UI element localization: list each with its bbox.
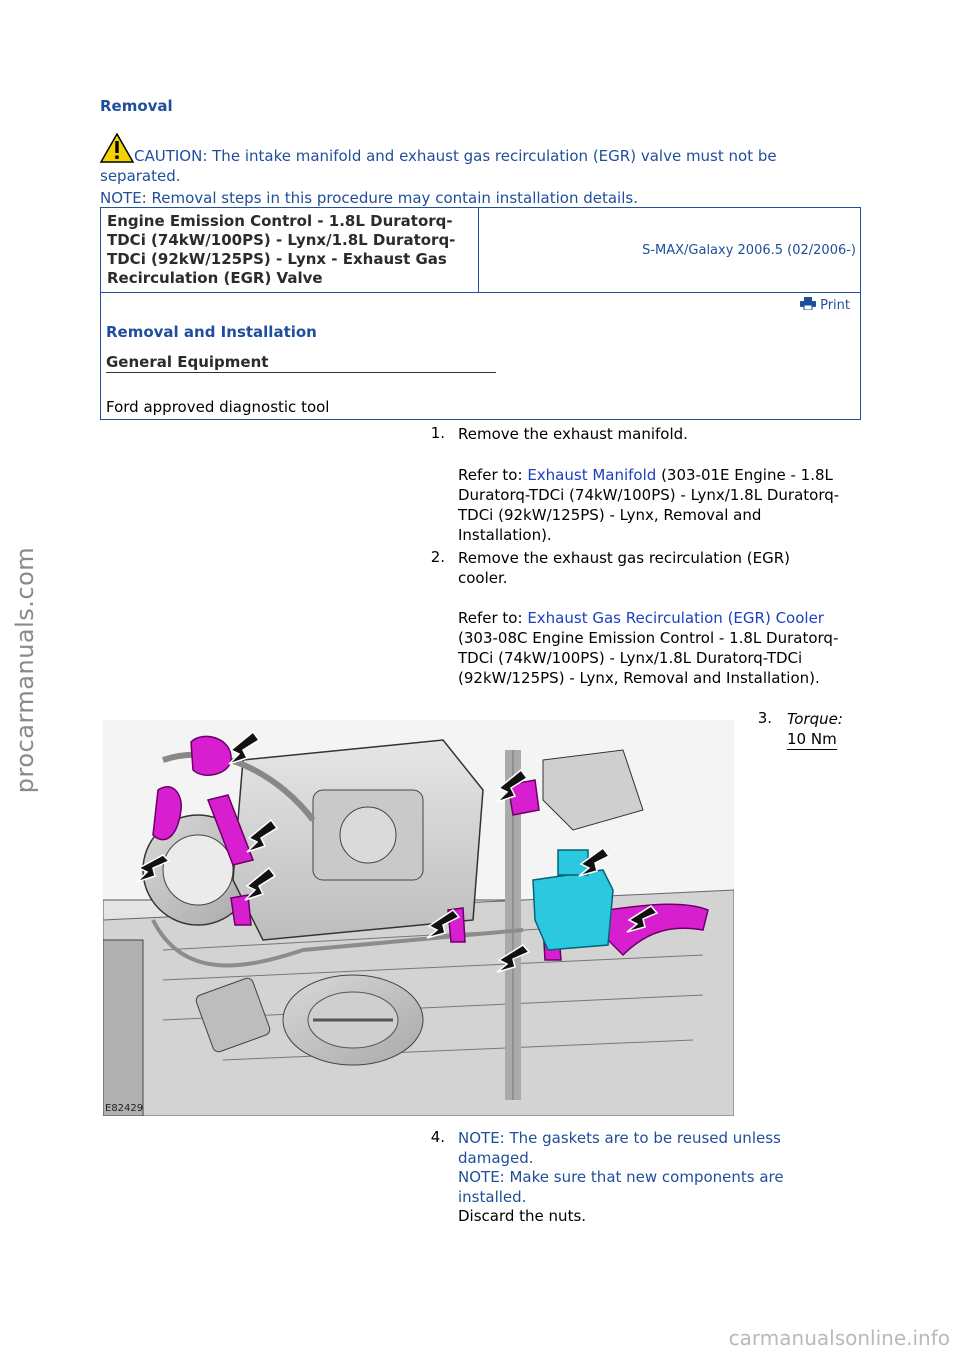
step-4-number: 4. <box>430 1128 445 1146</box>
removal-heading: Removal <box>100 97 173 115</box>
vehicle-model: S-MAX/Galaxy 2006.5 (02/2006-) <box>479 208 861 293</box>
torque-label: Torque: <box>787 710 843 728</box>
egr-cooler-link[interactable]: Exhaust Gas Recirculation (EGR) Cooler <box>527 609 824 627</box>
figure-label: E82429 <box>105 1103 144 1114</box>
print-link[interactable] <box>800 297 850 313</box>
refer-prefix: Refer to: <box>458 609 528 627</box>
step-1-number: 1. <box>430 424 445 442</box>
torque-value: 10 Nm <box>787 730 837 748</box>
side-watermark-text: procarmanuals.com <box>11 546 39 794</box>
side-watermark <box>5 546 45 794</box>
equipment-heading: General Equipment <box>106 353 496 373</box>
print-label: Print <box>820 298 850 313</box>
procedure-header-table <box>100 207 861 420</box>
step-2-text: Remove the exhaust gas recirculation (EGR) cooler. <box>458 549 790 587</box>
egr-valve-illustration <box>103 720 734 1116</box>
refer-prefix: Refer to: <box>458 466 528 484</box>
engine-drawing <box>103 720 734 1116</box>
exhaust-manifold-link[interactable]: Exhaust Manifold <box>527 466 657 484</box>
step-1-text: Remove the exhaust manifold. <box>458 425 688 443</box>
printer-icon <box>800 297 816 310</box>
step-2-reference <box>458 608 858 688</box>
removal-note: NOTE: Removal steps in this procedure may contain installation details. <box>100 189 638 207</box>
procedure-info-cell <box>101 293 861 420</box>
step-1-reference <box>458 465 858 545</box>
section-title: Removal and Installation <box>106 323 317 341</box>
procedure-title: Engine Emission Control - 1.8L Duratorq-TDCi (74kW/100PS) - Lynx/1.8L Duratorq-TDCi (92kW/125PS) - Lynx - Exhaust Gas Recirculation (EGR) Valve <box>101 208 479 293</box>
refer-suffix: (303-08C Engine Emission Control - 1.8L Duratorq-TDCi (74kW/100PS) - Lynx/1.8L Duratorq-TDCi (92kW/125PS) - Lynx, Removal and Installation). <box>458 629 839 687</box>
caution-text: CAUTION: The intake manifold and exhaust gas recirculation (EGR) valve must not be separated. <box>100 147 777 185</box>
step-4-note-2: NOTE: Make sure that new components are installed. <box>458 1168 784 1206</box>
step-2-number: 2. <box>430 548 445 566</box>
equipment-item: Ford approved diagnostic tool <box>106 398 330 416</box>
step-4-note-1: NOTE: The gaskets are to be reused unless damaged. <box>458 1129 781 1167</box>
warning-triangle-icon <box>100 133 134 163</box>
refer-suffix: (303-01E Engine - 1.8L Duratorq-TDCi (74kW/100PS) - Lynx/1.8L Duratorq-TDCi (92kW/125PS) - Lynx, Removal and Installation). <box>458 466 840 544</box>
bottom-watermark: carmanualsonline.info <box>728 1326 950 1350</box>
step-4-text: Discard the nuts. <box>458 1207 587 1225</box>
caution-notice <box>100 133 860 186</box>
step-3-number: 3. <box>757 709 772 727</box>
